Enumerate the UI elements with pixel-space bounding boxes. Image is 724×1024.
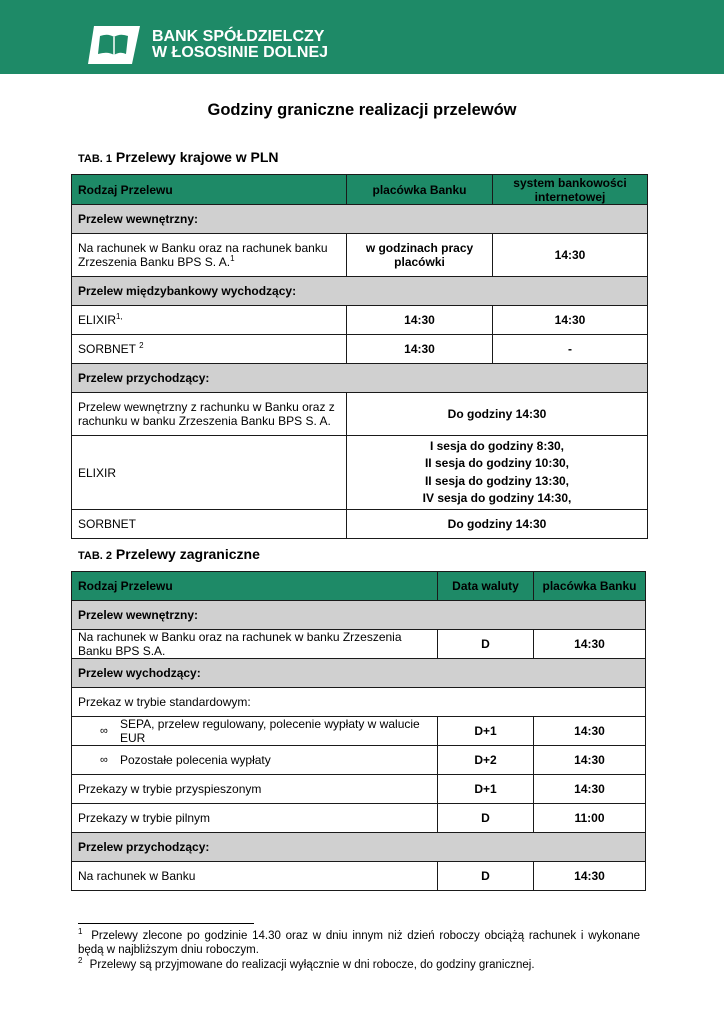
cell-type: ∞ Pozostałe polecenia wypłaty: [72, 746, 438, 775]
section-row: [72, 833, 646, 862]
table-row: [72, 630, 646, 659]
table-row: [72, 306, 648, 335]
cell-value-date: D+1: [438, 717, 534, 746]
footnote-2: [78, 958, 640, 972]
page-header: [0, 0, 724, 74]
cell-value: Do godziny 14:30: [347, 393, 648, 436]
table-row: [72, 393, 648, 436]
session-4: IV sesja do godziny 14:30,: [422, 491, 572, 505]
cell-type: Na rachunek w Banku oraz na rachunek banku Zrzeszenia Banku BPS S. A.$^1$: [72, 234, 347, 277]
bank-name: [152, 29, 328, 61]
cell-branch: 14:30: [347, 335, 493, 364]
section-row: [72, 364, 648, 393]
col-header-branch: placówka Banku: [347, 175, 493, 205]
cell-value: Do godziny 14:30: [347, 510, 648, 539]
col-header-value-date: Data waluty: [438, 572, 534, 601]
col-header-type: Rodzaj Przelewu: [72, 175, 347, 205]
cell-value-date: D: [438, 630, 534, 659]
footnote-separator: [78, 923, 254, 924]
table-row: [72, 335, 648, 364]
table-row: [72, 510, 648, 539]
table-row: [72, 775, 646, 804]
section-outgoing: Przelew wychodzący:: [72, 659, 646, 688]
section-internal: Przelew wewnętrzny:: [72, 205, 648, 234]
page-title: Godziny graniczne realizacji przelewów: [207, 101, 517, 119]
tab2-number: TAB. 2: [78, 550, 113, 562]
section-row: [72, 659, 646, 688]
tab1-table: [71, 174, 648, 539]
table-header-row: [72, 572, 646, 601]
cell-sessions: [347, 436, 648, 510]
table-header-row: [72, 175, 648, 205]
cell-branch: 14:30: [534, 775, 646, 804]
table-row: [72, 862, 646, 891]
cell-branch: 14:30: [534, 862, 646, 891]
bank-name-line1: BANK SPÓŁDZIELCZY: [152, 28, 325, 45]
table-row: [72, 746, 646, 775]
cell-type: Przelew wewnętrzny z rachunku w Banku oraz z rachunku w banku Zrzeszenia Banku BPS S. A.: [72, 393, 347, 436]
cell-value-date: D: [438, 804, 534, 833]
cell-type: SORBNET $^2$: [72, 335, 347, 364]
cell-value-date: D+2: [438, 746, 534, 775]
footnote-1: [78, 929, 640, 957]
table-row: [72, 436, 648, 510]
tab2-heading: [78, 546, 260, 562]
cell-branch: 14:30: [534, 746, 646, 775]
session-3: II sesja do godziny 13:30,: [424, 473, 570, 488]
section-row: [72, 277, 648, 306]
cell-branch: 14:30: [347, 306, 493, 335]
infinity-bullet-icon: ∞: [100, 754, 108, 766]
cell-online: -: [493, 335, 648, 364]
col-header-branch: placówka Banku: [534, 572, 646, 601]
footnote-1-number: 1: [78, 927, 83, 937]
footnote-2-text: Przelewy są przyjmowane do realizacji wyłącznie w dni robocze, do godziny granicznej.: [89, 959, 535, 971]
cell-online: 14:30: [493, 306, 648, 335]
footnote-2-number: 2: [78, 956, 83, 966]
cell-branch: w godzinach pracy placówki: [347, 234, 493, 277]
cell-value-date: D+1: [438, 775, 534, 804]
cell-type: SORBNET: [72, 510, 347, 539]
bank-name-line2: W ŁOSOSINIE DOLNEJ: [152, 44, 329, 61]
table-row: [72, 234, 648, 277]
cell-type: Na rachunek w Banku oraz na rachunek w banku Zrzeszenia Banku BPS S.A.: [72, 630, 438, 659]
table-row: [72, 688, 646, 717]
table-row: [72, 804, 646, 833]
cell-type: Przekaz w trybie standardowym:: [72, 688, 646, 717]
cell-online: 14:30: [493, 234, 648, 277]
cell-type: Na rachunek w Banku: [72, 862, 438, 891]
col-header-online: system bankowości internetowej: [493, 175, 648, 205]
cell-type: ∞ SEPA, przelew regulowany, polecenie wypłaty w walucie EUR: [72, 717, 438, 746]
session-1: I sesja do godziny 8:30,: [429, 438, 565, 453]
cell-branch: 11:00: [534, 804, 646, 833]
cell-value-date: D: [438, 862, 534, 891]
cell-type: Przekazy w trybie przyspieszonym: [72, 775, 438, 804]
tab1-title: Przelewy krajowe w PLN: [115, 149, 279, 165]
cell-branch: 14:30: [534, 717, 646, 746]
tab2-title: Przelewy zagraniczne: [115, 546, 260, 562]
cell-type: Przekazy w trybie pilnym: [72, 804, 438, 833]
cell-type: $ELIXIR^{1,}$: [72, 306, 347, 335]
infinity-bullet-icon: ∞: [100, 725, 108, 737]
cell-type: ELIXIR: [72, 436, 347, 510]
tab1-heading: [78, 149, 279, 165]
section-row: [72, 601, 646, 630]
col-header-type: Rodzaj Przelewu: [72, 572, 438, 601]
footnote-1-text: Przelewy zlecone po godzinie 14.30 oraz w dniu innym niż dzień roboczy obciążą rachunek i wykonane będą w najbliższym dniu roboczym.: [78, 930, 640, 956]
tab2-table: [71, 571, 646, 891]
cell-branch: 14:30: [534, 630, 646, 659]
table-row: [72, 717, 646, 746]
section-incoming: Przelew przychodzący:: [72, 833, 646, 862]
session-2: II sesja do godziny 10:30,: [424, 456, 570, 470]
book-logo-icon: [86, 24, 142, 66]
section-row: [72, 205, 648, 234]
section-internal: Przelew wewnętrzny:: [72, 601, 646, 630]
section-incoming: Przelew przychodzący:: [72, 364, 648, 393]
section-interbank: Przelew międzybankowy wychodzący:: [72, 277, 648, 306]
tab1-number: TAB. 1: [78, 153, 113, 165]
